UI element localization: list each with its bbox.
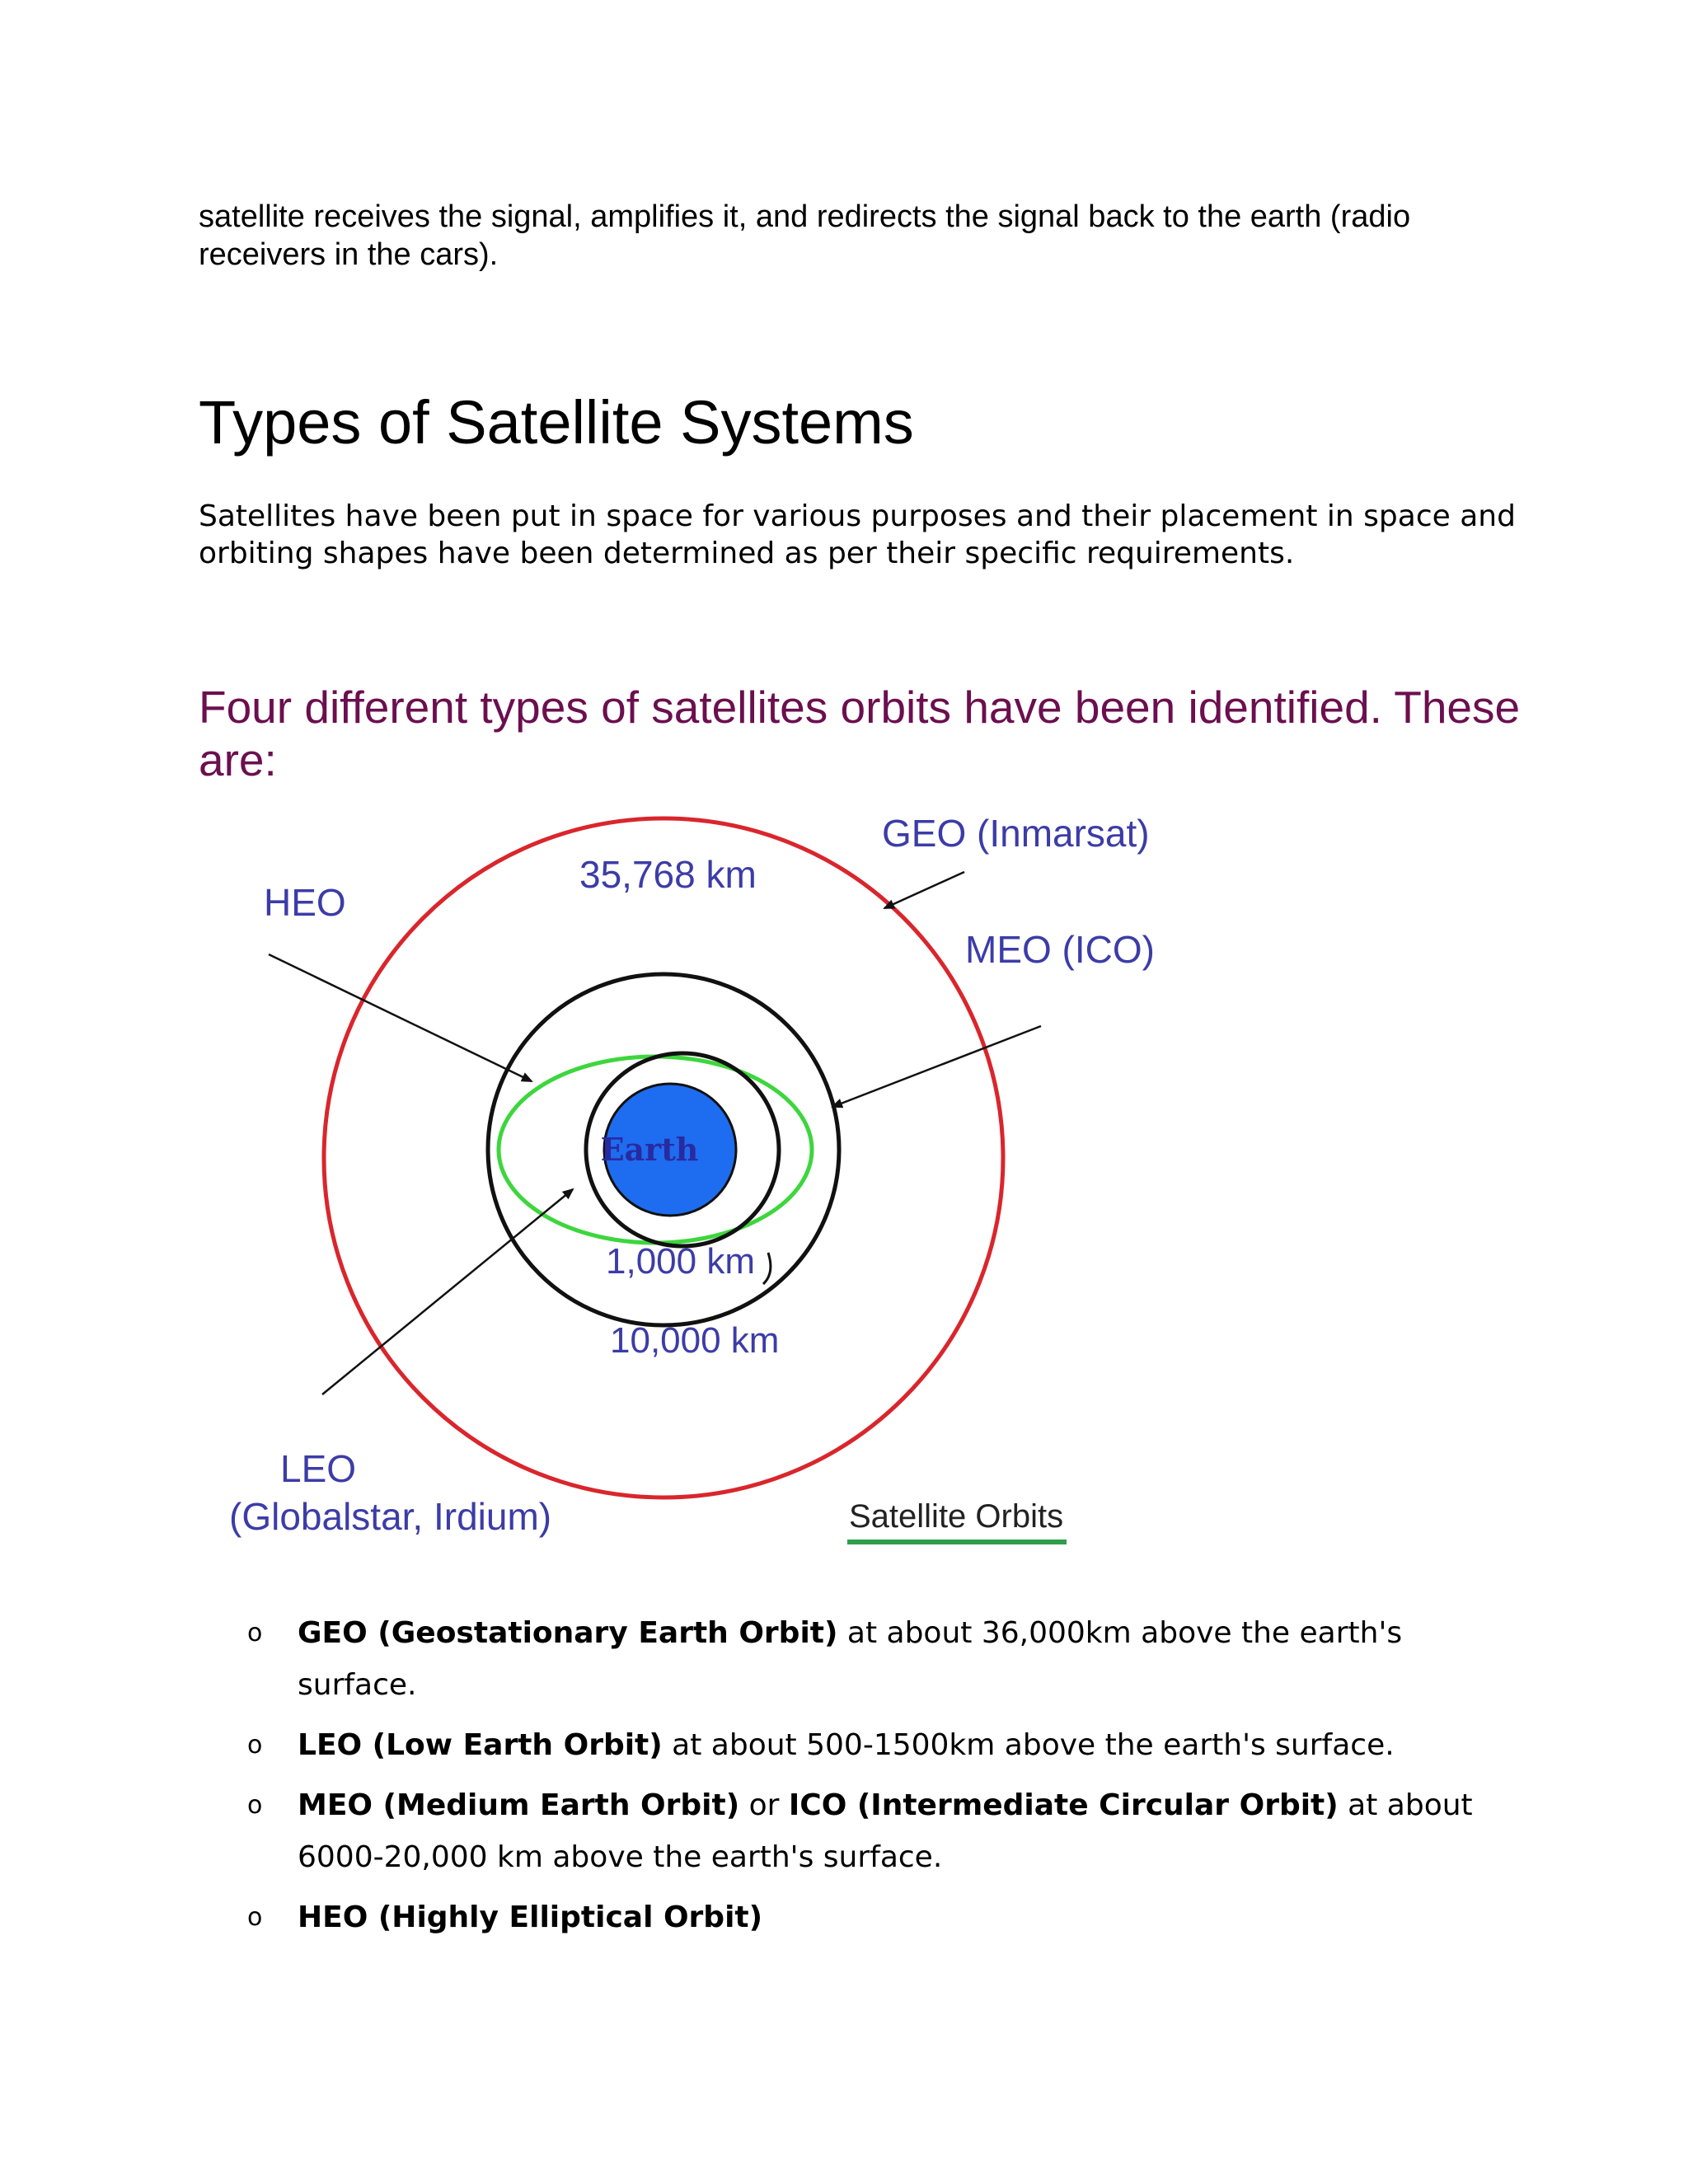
intro-paragraph: satellite receives the signal, amplifies it, and redirects the signal back to the earth (radio receivers in the cars). [199,199,1411,272]
section-heading: Types of Satellite Systems [199,388,914,457]
orbit-connector: or [739,1788,789,1822]
heo-pointer [269,954,532,1081]
meo-pointer [832,1026,1041,1107]
orbit-description: at about 36,000km above the earth's surface. [298,1616,1403,1702]
leo-pointer [322,1189,573,1394]
list-item-meo [199,1779,1517,1883]
earth-label: Earth [600,1131,699,1168]
description-paragraph: Satellites have been put in space for various purposes and their placement in space and orbiting shapes have been determined as per their specific requirements. [199,499,1516,570]
orbit-description: at about 6000-20,000 km above the earth's surface. [298,1788,1473,1874]
geo-pointer [884,872,964,908]
list-item-geo [199,1607,1517,1711]
bullet-icon: o [247,1791,263,1820]
leo-distance-label: 1,000 km [606,1241,755,1282]
orbit-name: MEO (Medium Earth Orbit) [298,1788,740,1822]
orbit-alt-name: ICO (Intermediate Circular Orbit) [788,1788,1339,1822]
bullet-icon: o [247,1731,263,1760]
list-item-leo [199,1719,1517,1771]
meo-distance-label: 10,000 km [610,1320,780,1361]
geo-distance-label: 35,768 km [579,853,757,896]
orbit-description: at about 500-1500km above the earth's surface. [662,1728,1395,1762]
geo-label: GEO (Inmarsat) [882,812,1150,855]
leo-label: LEO [280,1447,357,1490]
orbit-name: LEO (Low Earth Orbit) [298,1728,663,1762]
leo-examples-label: (Globalstar, Irdium) [229,1495,552,1538]
orbit-types-subheading: Four different types of satellites orbits have been identified. These are: [199,682,1521,785]
bullet-icon: o [247,1619,263,1647]
orbit-name: GEO (Geostationary Earth Orbit) [298,1616,838,1650]
orbit-name: HEO (Highly Elliptical Orbit) [298,1900,763,1934]
list-item-heo [199,1891,1517,1943]
bullet-icon: o [247,1903,263,1932]
heo-label: HEO [264,881,346,924]
meo-label: MEO (ICO) [965,928,1155,971]
leo-distance-tick [763,1253,771,1284]
orbit-types-list [199,1607,1517,1952]
satellite-orbits-diagram [206,804,1195,1562]
orbits-svg [206,804,1195,1562]
diagram-caption: Satellite Orbits [849,1498,1064,1535]
